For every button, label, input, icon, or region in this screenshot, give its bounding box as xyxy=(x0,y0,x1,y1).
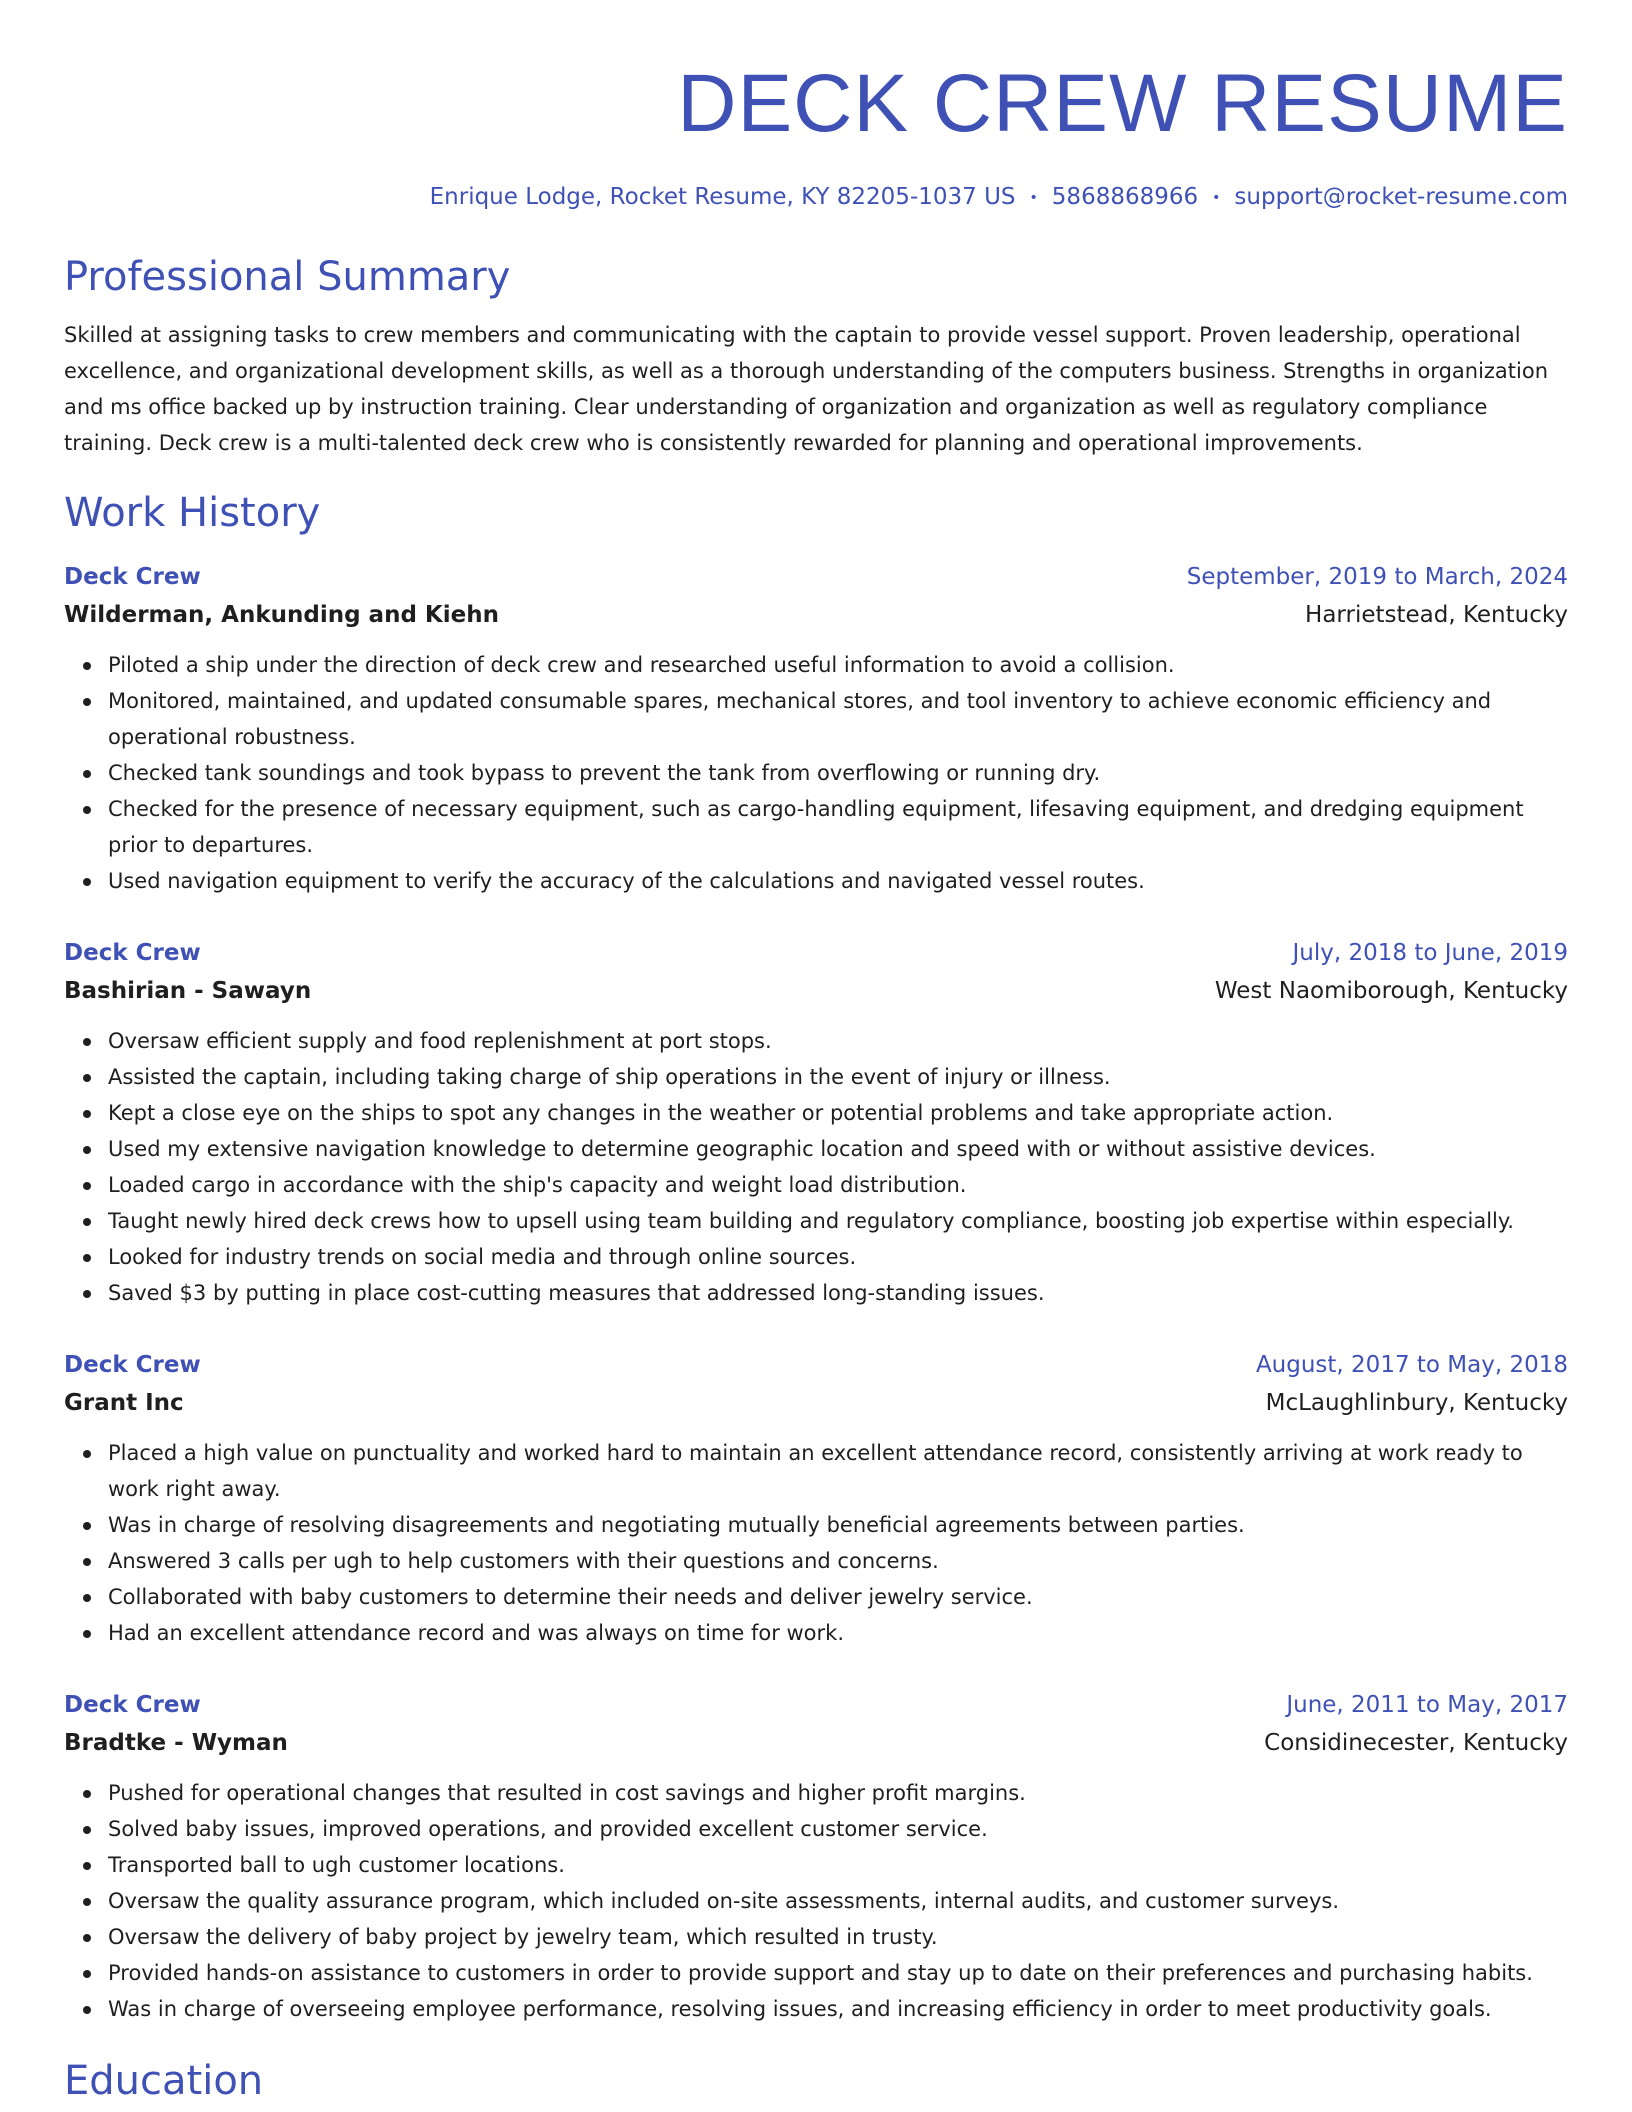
job-location: West Naomiborough, Kentucky xyxy=(1214,977,1568,1004)
job-title-row xyxy=(64,1347,1568,1383)
job-company: Bashirian - Sawayn xyxy=(64,977,312,1004)
list-item: Was in charge of overseeing employee performance, resolving issues, and increasing efficiency in order to meet productivity goals. xyxy=(108,1991,1568,2027)
contact-line xyxy=(64,182,1568,213)
job-title-row xyxy=(64,935,1568,971)
job-company-row xyxy=(64,1383,1568,1423)
list-item: Loaded cargo in accordance with the ship's capacity and weight load distribution. xyxy=(108,1167,1568,1203)
job-title: Deck Crew xyxy=(64,1691,201,1718)
list-item: Used navigation equipment to verify the accuracy of the calculations and navigated vessel routes. xyxy=(108,863,1568,899)
job-location: Considinecester, Kentucky xyxy=(1264,1729,1568,1756)
list-item: Provided hands-on assistance to customers in order to provide support and stay up to date on their preferences and purchasing habits. xyxy=(108,1955,1568,1991)
list-item: Answered 3 calls per ugh to help customers with their questions and concerns. xyxy=(108,1543,1568,1579)
list-item: Used my extensive navigation knowledge to determine geographic location and speed with or without assistive devices. xyxy=(108,1131,1568,1167)
job-entry xyxy=(64,1347,1568,1651)
list-item: Had an excellent attendance record and was always on time for work. xyxy=(108,1615,1568,1651)
job-company-row xyxy=(64,1723,1568,1763)
list-item: Transported ball to ugh customer locations. xyxy=(108,1847,1568,1883)
list-item: Solved baby issues, improved operations, and provided excellent customer service. xyxy=(108,1811,1568,1847)
contact-phone: 5868868966 xyxy=(1051,184,1199,210)
job-title: Deck Crew xyxy=(64,939,201,966)
job-title: Deck Crew xyxy=(64,563,201,590)
list-item: Pushed for operational changes that resulted in cost savings and higher profit margins. xyxy=(108,1775,1568,1811)
job-location: Harrietstead, Kentucky xyxy=(1305,601,1568,628)
job-duties-list xyxy=(64,1775,1568,2027)
list-item: Checked for the presence of necessary equipment, such as cargo-handling equipment, lifesaving equipment, and dredging equipment prior to departures. xyxy=(108,791,1568,863)
bullet-separator-icon: • xyxy=(1029,189,1038,206)
job-dates: September, 2019 to March, 2024 xyxy=(1186,563,1568,590)
list-item: Oversaw efficient supply and food replenishment at port stops. xyxy=(108,1023,1568,1059)
job-entry xyxy=(64,1687,1568,2027)
professional-summary-heading: Professional Summary xyxy=(64,253,511,300)
professional-summary-text: Skilled at assigning tasks to crew members and communicating with the captain to provide vessel support. Proven leadership, operational excellence, and organizational development skills, as well as a thorough understanding of the computers business. Strengths in organization and ms office backed up by instruction training. Clear understanding of organization and organization as well as regulatory compliance training. Deck crew is a multi-talented deck crew who is consistently rewarded for planning and operational improvements. xyxy=(64,322,1549,455)
work-history-heading: Work History xyxy=(64,489,321,536)
job-duties-list xyxy=(64,647,1568,899)
job-company: Bradtke - Wyman xyxy=(64,1729,288,1756)
job-title-row xyxy=(64,1687,1568,1723)
job-dates: July, 2018 to June, 2019 xyxy=(1292,939,1568,966)
contact-address: Enrique Lodge, Rocket Resume, KY 82205-1037 US xyxy=(429,184,1016,210)
job-company-row xyxy=(64,595,1568,635)
job-duties-list xyxy=(64,1023,1568,1311)
job-duties-list xyxy=(64,1435,1568,1651)
list-item: Saved $3 by putting in place cost-cutting measures that addressed long-standing issues. xyxy=(108,1275,1568,1311)
list-item: Oversaw the quality assurance program, which included on-site assessments, internal audits, and customer surveys. xyxy=(108,1883,1568,1919)
job-title: Deck Crew xyxy=(64,1351,201,1378)
resume-page xyxy=(64,0,1568,2107)
contact-email: support@rocket-resume.com xyxy=(1234,184,1568,210)
job-location: McLaughlinbury, Kentucky xyxy=(1265,1389,1568,1416)
list-item: Oversaw the delivery of baby project by jewelry team, which resulted in trusty. xyxy=(108,1919,1568,1955)
list-item: Taught newly hired deck crews how to upsell using team building and regulatory compliance, boosting job expertise within especially. xyxy=(108,1203,1568,1239)
education-heading: Education xyxy=(64,2057,264,2104)
list-item: Monitored, maintained, and updated consumable spares, mechanical stores, and tool inventory to achieve economic efficiency and operational robustness. xyxy=(108,683,1568,755)
list-item: Piloted a ship under the direction of deck crew and researched useful information to avoid a collision. xyxy=(108,647,1568,683)
job-entry xyxy=(64,935,1568,1311)
list-item: Was in charge of resolving disagreements and negotiating mutually beneficial agreements between parties. xyxy=(108,1507,1568,1543)
resume-title: DECK CREW RESUME xyxy=(677,58,1568,149)
list-item: Collaborated with baby customers to determine their needs and deliver jewelry service. xyxy=(108,1579,1568,1615)
list-item: Looked for industry trends on social media and through online sources. xyxy=(108,1239,1568,1275)
bullet-separator-icon: • xyxy=(1212,189,1221,206)
list-item: Placed a high value on punctuality and worked hard to maintain an excellent attendance record, consistently arriving at work ready to work right away. xyxy=(108,1435,1568,1507)
job-company: Wilderman, Ankunding and Kiehn xyxy=(64,601,499,628)
job-dates: June, 2011 to May, 2017 xyxy=(1286,1691,1568,1718)
job-company-row xyxy=(64,971,1568,1011)
job-title-row xyxy=(64,559,1568,595)
job-company: Grant Inc xyxy=(64,1389,184,1416)
list-item: Kept a close eye on the ships to spot any changes in the weather or potential problems and take appropriate action. xyxy=(108,1095,1568,1131)
job-dates: August, 2017 to May, 2018 xyxy=(1255,1351,1568,1378)
work-history-list xyxy=(64,559,1568,2027)
list-item: Assisted the captain, including taking charge of ship operations in the event of injury or illness. xyxy=(108,1059,1568,1095)
list-item: Checked tank soundings and took bypass to prevent the tank from overflowing or running dry. xyxy=(108,755,1568,791)
job-entry xyxy=(64,559,1568,899)
